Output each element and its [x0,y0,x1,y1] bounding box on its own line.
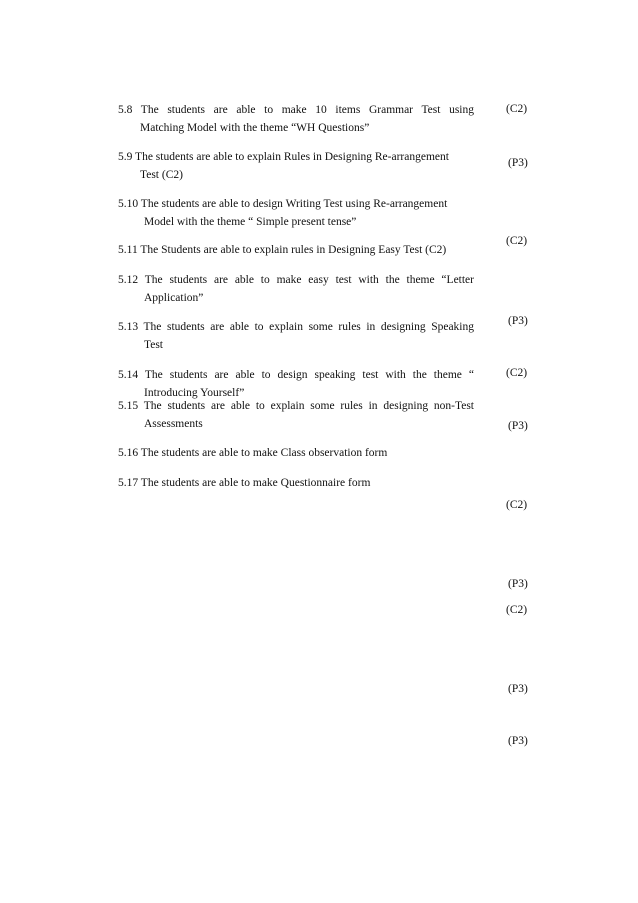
objective-line: 5.9 The students are able to explain Rules in Designing Re-arrangement [118,151,449,163]
objective-line: 5.14 The students are able to design speaking test with the theme “ [118,369,474,381]
objective-line: Test (C2) [140,169,183,181]
objective-line: Matching Model with the theme “WH Questions” [140,122,370,134]
objective-line: 5.13 The students are able to explain some rules in designing Speaking [118,321,474,333]
objective-line: 5.17 The students are able to make Questionnaire form [118,477,371,489]
level-code: (C2) [506,235,528,247]
objective-line: 5.16 The students are able to make Class observation form [118,447,388,459]
objective-line: 5.11 The Students are able to explain rules in Designing Easy Test (C2) [118,244,447,256]
objective-5-9 [118,148,474,184]
objective-line: 5.10 The students are able to design Writing Test using Re-arrangement [118,198,448,210]
level-code: (P3) [508,735,528,747]
objective-line: Assessments [144,418,203,430]
objective-line: Test [144,339,163,351]
level-code: (P3) [508,683,528,695]
level-code: (C2) [506,604,528,616]
objective-line: 5.15 The students are able to explain some rules in designing non-Test [118,400,474,412]
objective-5-8 [118,101,474,137]
objective-5-13 [118,318,474,354]
objective-5-12 [118,271,474,307]
objective-line: 5.12 The students are able to make easy test with the theme “Letter [118,274,474,286]
objective-line: Model with the theme “ Simple present tense” [144,216,357,228]
objective-5-15 [118,397,474,433]
objective-line: 5.8 The students are able to make 10 items Grammar Test using [118,104,474,116]
objective-line: Introducing Yourself” [144,387,245,399]
objective-5-17 [118,474,474,492]
level-code: (C2) [506,499,528,511]
level-code: (P3) [508,420,528,432]
level-code: (C2) [506,367,528,379]
objective-5-10 [118,195,474,231]
level-code: (C2) [506,103,528,115]
level-code: (P3) [508,315,528,327]
level-code: (P3) [508,157,528,169]
objective-5-11 [118,241,474,259]
objective-line: Application” [144,292,204,304]
objective-5-16 [118,444,474,462]
level-code: (P3) [508,578,528,590]
